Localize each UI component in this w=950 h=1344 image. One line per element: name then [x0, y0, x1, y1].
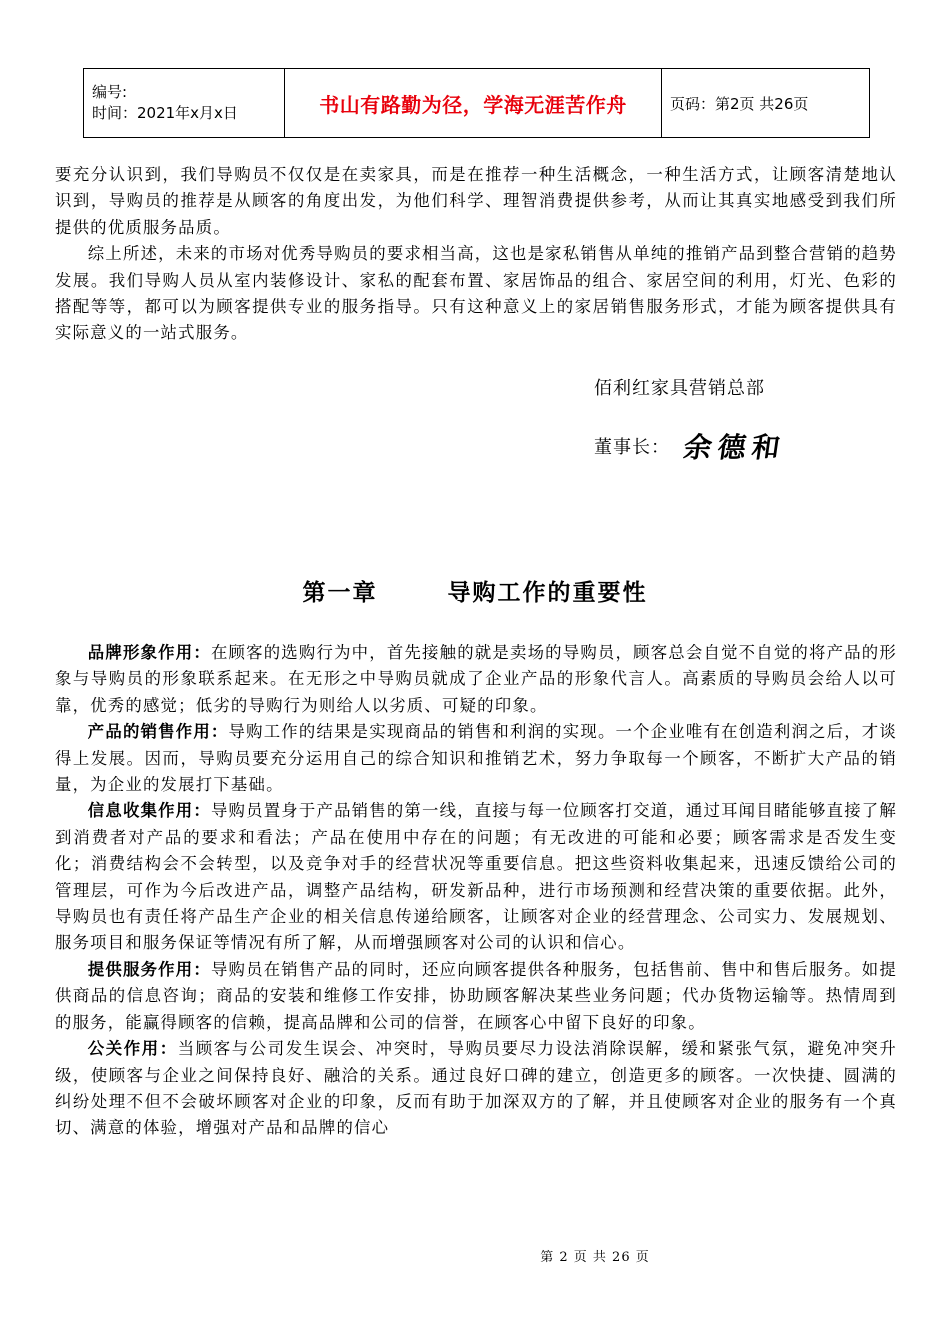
header-number-label: 编号:	[92, 83, 128, 101]
section-label: 提供服务作用：	[87, 959, 211, 979]
header-meta-cell	[84, 69, 285, 138]
section-label: 信息收集作用：	[87, 801, 211, 821]
signature-chair	[594, 426, 789, 466]
header-page-info: 页码：第2页 共26页	[662, 69, 870, 138]
intro-paragraph: 要充分认识到，我们导购员不仅仅是在卖家具，而是在推荐一种生活概念，一种生活方式，让顾客清楚地认识到，导购员的推荐是从顾客的角度出发，为他们科学、理智消费提供参考，从而让其真实地感受到我们所提供的优质服务品质。	[55, 165, 897, 237]
signature-name: 余德和	[681, 431, 789, 464]
page-footer: 第 2 页 共 26 页	[540, 1250, 650, 1265]
chapter-body	[55, 640, 897, 1142]
section-paragraph	[55, 1036, 897, 1142]
section-label: 品牌形象作用：	[87, 643, 211, 662]
chapter-number: 第一章	[302, 580, 378, 606]
chapter-heading	[0, 574, 950, 607]
intro-paragraph: 综上所述，未来的市场对优秀导购员的要求相当高，这也是家私销售从单纯的推销产品到整合营销的趋势发展。我们导购人员从室内装修设计、家私的配套布置、家居饰品的组合、家居空间的利用，灯光、色彩的搭配等等，都可以为顾客提供专业的服务指导。只有这种意义上的家居销售服务形式，才能为顾客提供具有实际意义的一站式服务。	[55, 244, 897, 343]
section-label: 公关作用：	[87, 1039, 178, 1059]
chapter-title: 导购工作的重要性	[447, 580, 648, 606]
signature-company: 佰利红家具营销总部	[594, 378, 765, 399]
signature-chair-label: 董事长：	[594, 437, 670, 458]
section-text: 导购员在销售产品的同时，还应向顾客提供各种服务，包括售前、售中和售后服务。如提供商品的信息咨询；商品的安装和维修工作安排，协助顾客解决某些业务问题；代办货物运输等。热情周到的服务，能赢得顾客的信赖，提高品牌和公司的信誉，在顾客心中留下良好的印象。	[55, 959, 897, 1032]
section-text: 在顾客的选购行为中，首先接触的就是卖场的导购员，顾客总会自觉不自觉的将产品的形象与导购员的形象联系起来。在无形之中导购员就成了企业产品的形象代言人。高素质的导购员会给人以可靠，优秀的感觉；低劣的导购行为则给人以劣质、可疑的印象。	[55, 643, 897, 715]
intro-text	[55, 162, 897, 347]
section-text: 当顾客与公司发生误会、冲突时，导购员要尽力设法消除误解，缓和紧张气氛，避免冲突升级，使顾客与企业之间保持良好、融洽的关系。通过良好口碑的建立，创造更多的顾客。一次快捷、圆满的纠纷处理不但不会破坏顾客对企业的印象，反而有助于加深双方的了解，并且使顾客对企业的服务有一个真切、满意的体验，增强对产品和品牌的信心	[55, 1039, 898, 1138]
section-paragraph	[55, 640, 897, 719]
page-header	[83, 68, 870, 138]
section-paragraph	[55, 957, 897, 1036]
section-text: 导购员置身于产品销售的第一线，直接与每一位顾客打交道，通过耳闻目睹能够直接了解到消费者对产品的要求和看法；产品在使用中存在的问题；有无改进的可能和必要；顾客需求是否发生变化；消费结构会不会转型，以及竞争对手的经营状况等重要信息。把这些资料收集起来，迅速反馈给公司的管理层，可作为今后改进产品，调整产品结构，研发新品种，进行市场预测和经营决策的重要依据。此外，导购员也有责任将产品生产企业的相关信息传递给顾客，让顾客对企业的经营理念、公司实力、发展规划、服务项目和服务保证等情况有所了解，从而增强顾客对公司的认识和信心。	[55, 801, 897, 953]
section-paragraph	[55, 719, 897, 798]
section-paragraph	[55, 798, 897, 956]
header-motto: 书山有路勤为径，学海无涯苦作舟	[319, 92, 627, 117]
section-text: 导购工作的结果是实现商品的销售和利润的实现。一个企业唯有在创造利润之后，才谈得上发展。因而，导购员要充分运用自己的综合知识和推销艺术，努力争取每一个顾客，不断扩大产品的销量，为企业的发展打下基础。	[55, 722, 897, 795]
section-label: 产品的销售作用：	[87, 722, 229, 742]
signature-block	[594, 374, 789, 466]
header-time-label: 时间：2021年x月x日	[92, 104, 238, 122]
header-motto-cell	[285, 69, 662, 138]
